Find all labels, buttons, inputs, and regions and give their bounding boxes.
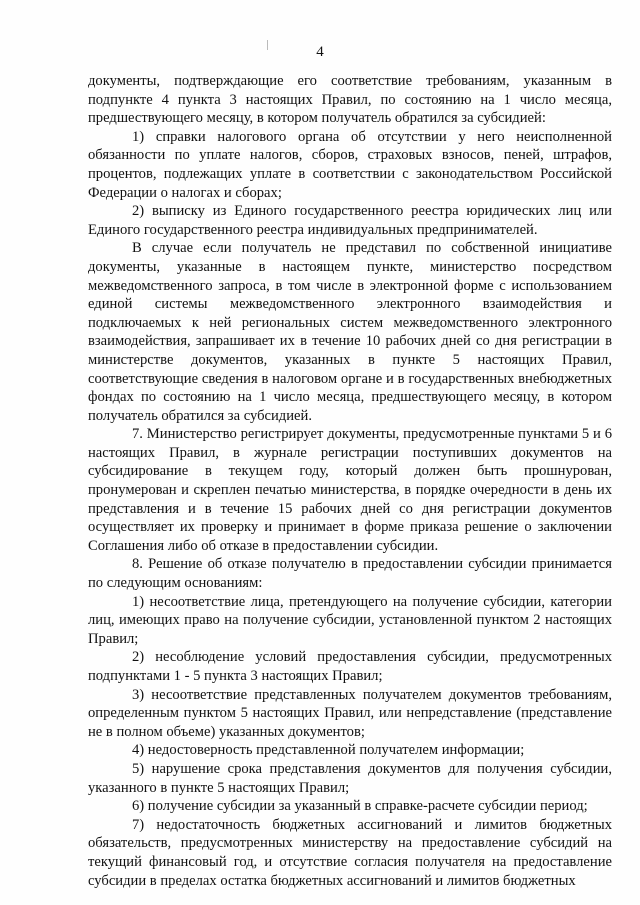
paragraph: 7) недостаточность бюджетных ассигнований и лимитов бюджетных обязательств, предусмотренных министерству на предоставление субсидий на текущий финансовый год, и отсутствие согласия получателя на предоставление субсидии в пределах остатка бюджетных ассигнований и лимитов бюджетных [88,816,612,889]
paragraph: 6) получение субсидии за указанный в справке-расчете субсидии период; [132,798,588,815]
page-number: 4 [316,44,324,60]
paragraph: 5) нарушение срока представления документов для получения субсидии, указанного в пункте 5 настоящих Правил; [88,760,612,796]
paragraph: документы, подтверждающие его соответствие требованиям, указанным в подпункте 4 пункта 3 настоящих Правил, по состоянию на 1 число месяца, предшествующего месяцу, в котором получатель обратился за субсидией: [88,73,612,127]
paragraph: В случае если получатель не представил по собственной инициативе документы, указанные в настоящем пункте, министерство посредством межведомственного запроса, в том числе в электронной форме с использованием единой системы межведомственного электронного взаимодействия и подключаемых к ней региональных систем межведомственного электронного взаимодействия, запрашивает их в течение 10 рабочих дней со дня регистрации в министерстве документов, указанных в пункте 5 настоящих Правил, соответствующие сведения в налоговом органе и в государственных внебюджетных фондах по состоянию на 1 число месяца, предшествующего месяцу, в котором получатель обратился за субсидией. [88,240,612,424]
paragraph: 2) несоблюдение условий предоставления субсидии, предусмотренных подпунктами 1 - 5 пункта 3 настоящих Правил; [88,649,612,684]
paragraph: 1) несоответствие лица, претендующего на получение субсидии, категории лиц, имеющих право на получение субсидии, установленной пунктом 2 настоящих Правил; [88,593,612,647]
paragraph: 1) справки налогового органа об отсутствии у него неисполненной обязанности по уплате налогов, сборов, страховых взносов, пеней, штрафов, процентов, подлежащих уплате в соответствии с законодательством Российской Федерации о налогах и сборах; [88,128,612,201]
paragraph: 8. Решение об отказе получателю в предоставлении субсидии принимается по следующим основаниям: [88,556,612,592]
paragraph: 7. Министерство регистрирует документы, предусмотренные пунктами 5 и 6 настоящих Правил, в журнале регистрации поступивших документов на субсидирование в текущем году, который должен быть прошнурован, пронумерован и скреплен печатью министерства, в порядке очередности в день их представления и в течение 15 рабочих дней со дня регистрации документов осуществляет их проверку и принимает в форме приказа решение о заключении Соглашения либо об отказе в предоставлении субсидии. [88,426,612,554]
paragraph: 2) выписку из Единого государственного реестра юридических лиц или Единого государственного реестра индивидуальных предпринимателей. [88,203,612,238]
paragraph: 4) недостоверность представленной получателем информации; [132,742,525,759]
document-body [88,72,612,890]
paragraph: 3) несоответствие представленных получателем документов требованиям, определенным пунктом 5 настоящих Правил, или непредставление (представление не в полном объеме) указанных документов; [88,686,612,740]
